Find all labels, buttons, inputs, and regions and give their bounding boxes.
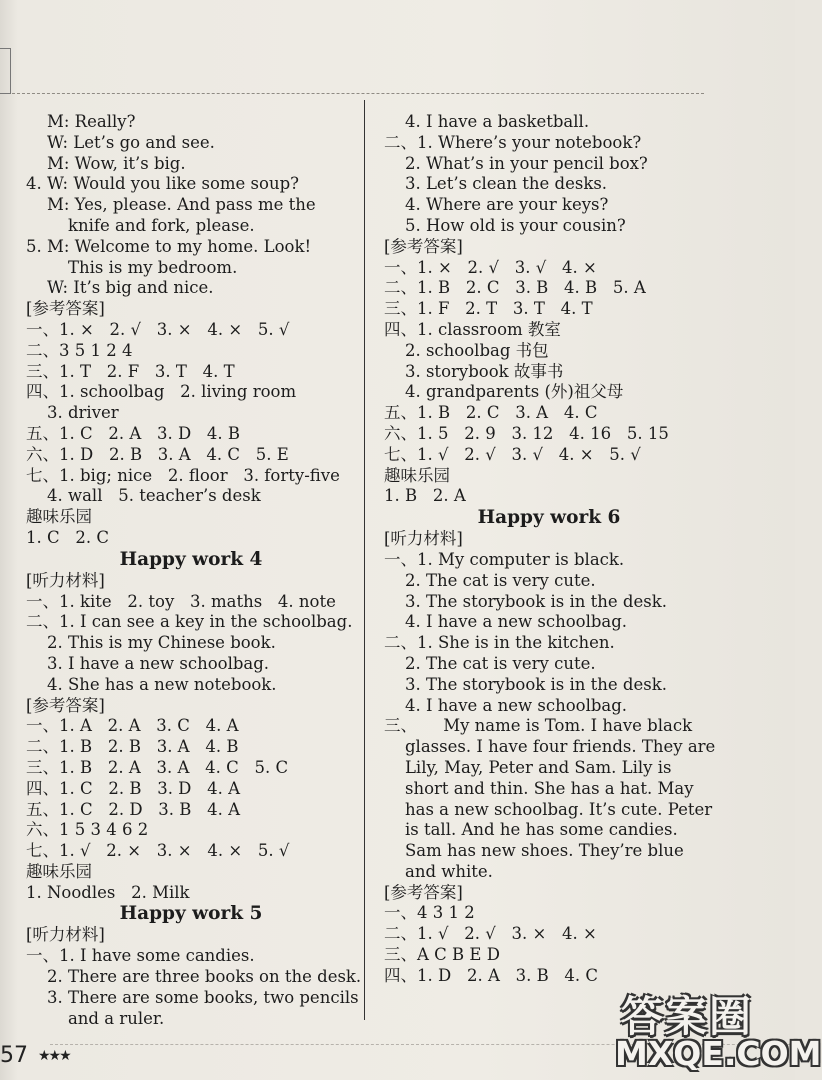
left-text-line: 七、1. big; nice 2. floor 3. forty-five [26,465,340,485]
right-text-line: 二、1. Where’s your notebook? [384,132,642,152]
left-text-line: M: Wow, it’s big. [26,153,186,173]
column-divider [364,100,365,1020]
left-text-line: knife and fork, please. [26,215,255,235]
left-text-line: [听力材料] [26,925,105,945]
right-text-line: short and thin. She has a hat. May [384,778,694,798]
left-text-line: 1. C 2. C [26,527,109,547]
left-column [26,112,362,1029]
right-text-line: 一、4 3 1 2 [384,903,475,923]
left-text-line: W: Let’s go and see. [26,132,215,152]
left-text-line: This is my bedroom. [26,257,238,277]
left-section-heading: Happy work 4 [119,548,263,570]
left-text-line: 七、1. √ 2. × 3. × 4. × 5. √ [26,841,290,861]
left-text-line: and a ruler. [26,1008,165,1028]
right-text-line: 3. The storybook is in the desk. [384,591,667,611]
right-text-line: 三、1. F 2. T 3. T 4. T [384,299,593,319]
left-text-line: 二、1. B 2. B 3. A 4. B [26,737,239,757]
right-text-line: and white. [384,861,493,881]
right-text-line: 3. storybook 故事书 [384,361,564,381]
right-text-line: 2. The cat is very cute. [384,653,596,673]
right-text-line: 4. Where are your keys? [384,195,609,215]
right-text-line: 七、1. √ 2. √ 3. √ 4. × 5. √ [384,444,641,464]
left-text-line: 二、1. I can see a key in the schoolbag. [26,612,353,632]
right-text-line: 4. I have a new schoolbag. [384,612,628,632]
left-text-line: 一、1. kite 2. toy 3. maths 4. note [26,591,336,611]
left-text-line: 一、1. × 2. √ 3. × 4. × 5. √ [26,319,290,339]
right-text-line: 五、1. B 2. C 3. A 4. C [384,403,598,423]
left-text-line: 五、1. C 2. D 3. B 4. A [26,799,241,819]
right-text-line: 3. Let’s clean the desks. [384,174,608,194]
top-dashed-rule [12,93,704,94]
page-number: 57 [0,1043,28,1068]
right-text-line: is tall. And he has some candies. [384,820,678,840]
right-text-line: 四、1. D 2. A 3. B 4. C [384,965,599,985]
left-text-line: 4. wall 5. teacher’s desk [26,486,261,506]
watermark-bottom-text: MXQE.COM [615,1034,822,1073]
watermark-logo [607,982,822,1080]
left-text-line: 1. Noodles 2. Milk [26,882,190,902]
left-text-line: 4. W: Would you like some soup? [26,174,299,194]
right-text-line: [参考答案] [384,236,463,256]
left-text-line: 2. This is my Chinese book. [26,633,276,653]
left-text-line: M: Yes, please. And pass me the [26,195,316,215]
right-text-line: 二、1. She is in the kitchen. [384,633,615,653]
right-section-heading: Happy work 6 [477,507,621,529]
right-text-line: 二、1. B 2. C 3. B 4. B 5. A [384,278,646,298]
left-text-line: M: Really? [26,112,136,131]
right-text-line: 2. schoolbag 书包 [384,340,549,360]
left-text-line: 2. There are three books on the desk. [26,967,362,987]
right-text-line: Sam has new shoes. They’re blue [384,841,684,861]
right-text-line: 三、A C B E D [384,945,500,965]
right-text-line: 一、1. × 2. √ 3. √ 4. × [384,257,597,277]
left-text-line: W: It’s big and nice. [26,278,214,298]
left-text-line: 一、1. I have some candies. [26,946,255,966]
left-text-line: 3. There are some books, two pencils [26,987,359,1007]
binding-mark [0,48,11,94]
right-text-line: 4. grandparents (外)祖父母 [384,382,624,402]
right-text-line: glasses. I have four friends. They are [384,737,716,757]
right-text-line: 4. I have a basketball. [384,112,590,131]
right-text-line: 3. The storybook is in the desk. [384,674,667,694]
left-text-line: 一、1. A 2. A 3. C 4. A [26,716,239,736]
left-text-line: 趣味乐园 [26,861,92,881]
right-text-line: 2. The cat is very cute. [384,570,596,590]
right-text-line: 1. B 2. A [384,486,466,506]
left-text-line: 三、1. B 2. A 3. A 4. C 5. C [26,757,289,777]
right-text-line: 4. I have a new schoolbag. [384,695,628,715]
right-text-line: [参考答案] [384,882,463,902]
right-text-line: 趣味乐园 [384,465,450,485]
right-column [384,112,714,987]
left-text-line: [参考答案] [26,299,105,319]
difficulty-stars: ★★★ [38,1048,70,1064]
right-text-line: 一、1. My computer is black. [384,549,625,569]
right-text-line: 2. What’s in your pencil box? [384,153,648,173]
right-text-line: 六、1. 5 2. 9 3. 12 4. 16 5. 15 [384,423,669,443]
left-text-line: 5. M: Welcome to my home. Look! [26,236,312,256]
watermark-top-text: 答案圈 [621,992,754,1041]
left-text-line: 3. I have a new schoolbag. [26,653,270,673]
left-text-line: 五、1. C 2. A 3. D 4. B [26,423,241,443]
left-text-line: 3. driver [26,403,119,423]
right-text-line: has a new schoolbag. It’s cute. Peter [384,799,713,819]
left-text-line: 趣味乐园 [26,507,92,527]
right-text-line: 四、1. classroom 教室 [384,319,561,339]
left-text-line: [参考答案] [26,695,105,715]
left-text-line: [听力材料] [26,570,105,590]
right-text-line: Lily, May, Peter and Sam. Lily is [384,757,672,777]
right-text-line: 二、1. √ 2. √ 3. × 4. × [384,924,597,944]
left-text-line: 六、1. D 2. B 3. A 4. C 5. E [26,444,289,464]
left-text-line: 4. She has a new notebook. [26,674,277,694]
left-text-line: 四、1. schoolbag 2. living room [26,382,297,402]
left-text-line: 三、1. T 2. F 3. T 4. T [26,361,235,381]
left-text-line: 二、3 5 1 2 4 [26,340,133,360]
left-section-heading: Happy work 5 [119,903,263,925]
left-text-line: 四、1. C 2. B 3. D 4. A [26,778,241,798]
right-text-line: [听力材料] [384,529,463,549]
right-text-line: 5. How old is your cousin? [384,215,626,235]
right-text-line: 三、 My name is Tom. I have black [384,716,693,736]
left-text-line: 六、1 5 3 4 6 2 [26,820,149,840]
